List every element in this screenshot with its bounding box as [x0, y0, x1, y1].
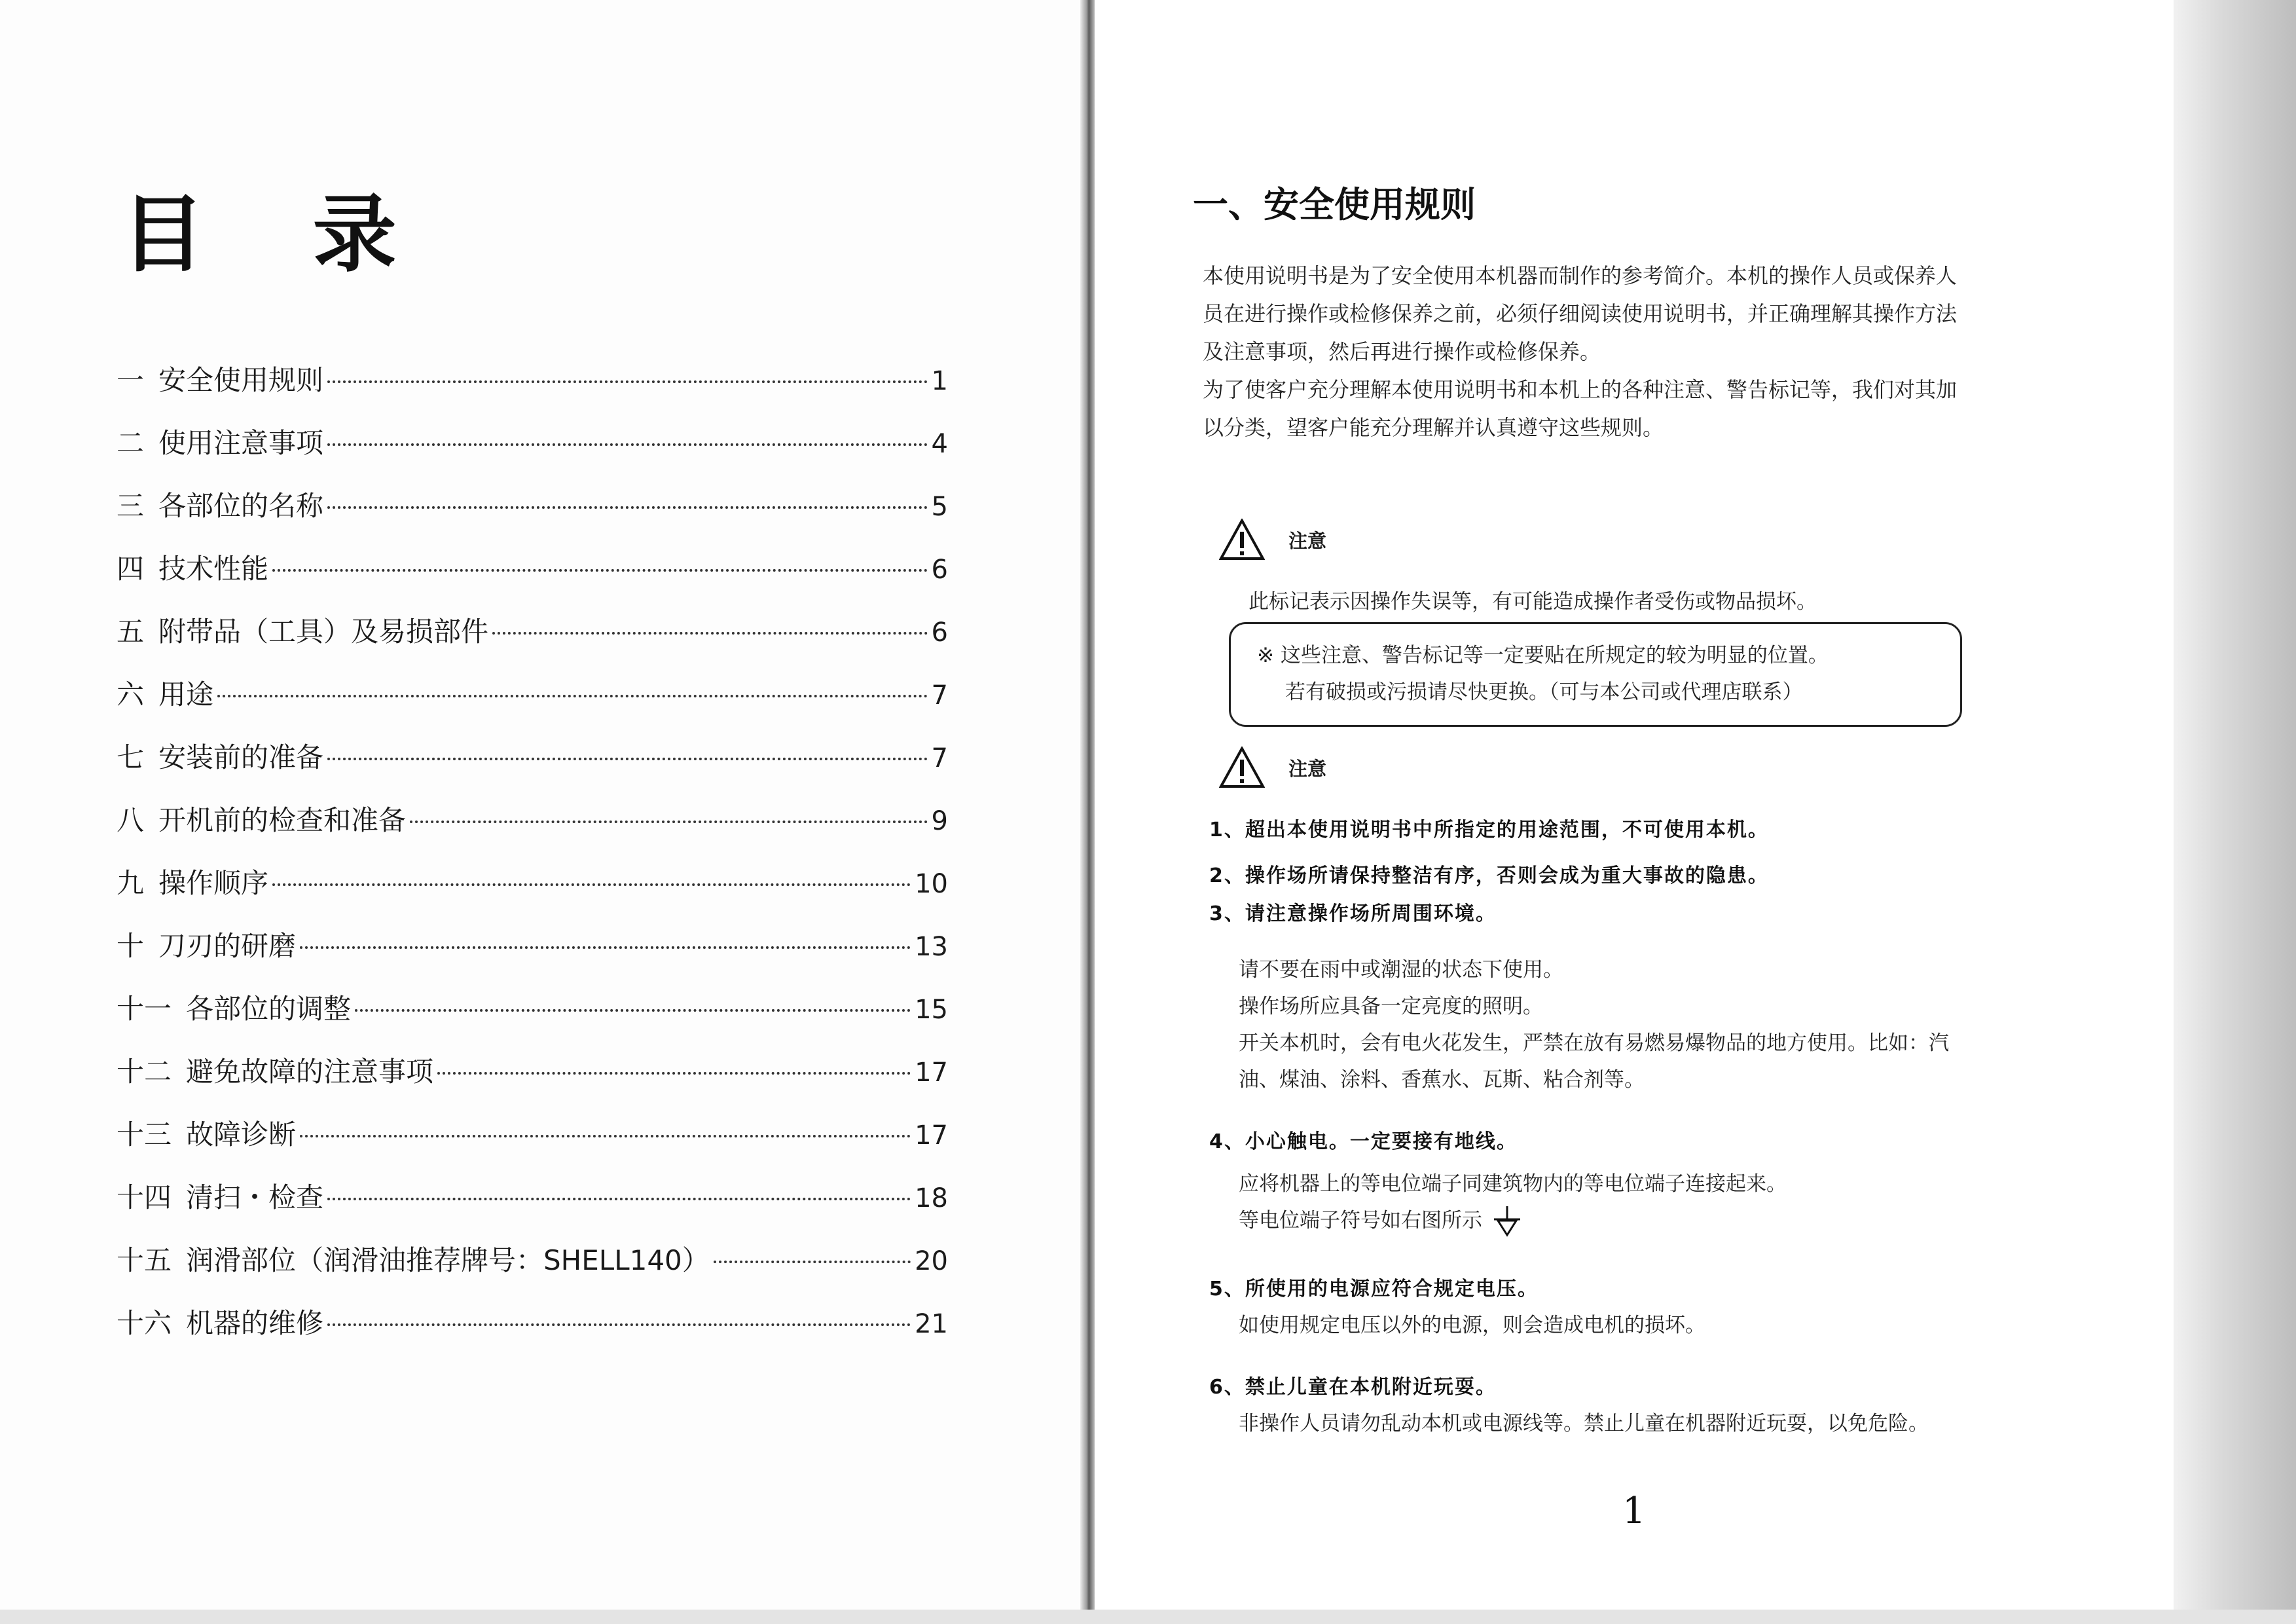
- rule-heading: 1、超出本使用说明书中所指定的用途范围，不可使用本机。: [1209, 819, 1769, 841]
- warning-triangle-icon: [1219, 747, 1265, 788]
- toc-entry-page: 20: [915, 1246, 948, 1276]
- toc-entry-label: 技术性能: [158, 553, 269, 585]
- toc-entry[interactable]: [117, 862, 948, 925]
- toc-entry[interactable]: [117, 485, 948, 547]
- toc-entry-label: 各部位的调整: [186, 993, 352, 1025]
- book-spine: [1080, 0, 1095, 1624]
- caution-label: 注意: [1288, 757, 1327, 780]
- toc-entry-page: 10: [915, 869, 948, 899]
- toc-leader-dots: [355, 1009, 911, 1012]
- toc-entry-label: 各部位的名称: [158, 490, 324, 522]
- toc-entry-number: 十六: [117, 1307, 172, 1339]
- intro-line: 及注意事项，然后再进行操作或检修保养。: [1203, 339, 1601, 364]
- toc-leader-dots: [492, 632, 928, 635]
- rule-heading: 5、所使用的电源应符合规定电压。: [1209, 1278, 1539, 1301]
- notice-line: ※ 这些注意、警告标记等一定要贴在所规定的较为明显的位置。: [1257, 644, 1829, 667]
- rule-details: [1239, 951, 2103, 1098]
- toc-entry-label: 刀刃的研磨: [158, 930, 297, 962]
- toc-entry-label: 用途: [158, 678, 214, 710]
- toc-entry-page: 6: [931, 618, 948, 648]
- toc-entry-number: 四: [117, 553, 145, 585]
- rule-details: [1239, 1166, 2103, 1239]
- toc-entry-number: 二: [117, 427, 145, 459]
- toc-entry[interactable]: [117, 359, 948, 422]
- rule-detail-line: 油、煤油、涂料、香蕉水、瓦斯、粘合剂等。: [1239, 1068, 1645, 1092]
- toc-title: 目 录: [121, 185, 436, 284]
- toc-entry-page: 15: [915, 995, 948, 1025]
- rule-detail-line: 开关本机时，会有电火花发生，严禁在放有易燃易爆物品的地方使用。比如：汽: [1239, 1031, 1949, 1055]
- toc-entry-page: 6: [931, 555, 948, 585]
- warning-triangle-icon: [1219, 519, 1265, 561]
- rule-heading: 3、请注意操作场所周围环境。: [1209, 902, 1497, 925]
- toc-entry-page: 1: [931, 366, 948, 396]
- toc-leader-dots: [327, 506, 928, 509]
- rule-details: [1239, 1405, 2103, 1442]
- rule-detail-line: 请不要在雨中或潮湿的状态下使用。: [1239, 958, 1563, 982]
- toc-leader-dots: [327, 443, 928, 446]
- toc-entry[interactable]: [117, 736, 948, 799]
- toc-entry-number: 十五: [117, 1244, 172, 1276]
- toc-entry-number: 七: [117, 741, 145, 773]
- toc-entry-label: 操作顺序: [158, 867, 269, 899]
- toc-entry-number: 十三: [117, 1118, 172, 1151]
- toc-entry-page: 17: [915, 1120, 948, 1151]
- toc-entry-label: 润滑部位（润滑油推荐牌号：SHELL140）: [186, 1244, 710, 1276]
- toc-entry[interactable]: [117, 547, 948, 610]
- toc-entry[interactable]: [117, 987, 948, 1050]
- toc-entry-number: 六: [117, 678, 145, 710]
- toc-leader-dots: [327, 1323, 911, 1326]
- rule-detail-line: 操作场所应具备一定亮度的照明。: [1239, 995, 1543, 1018]
- toc-entry[interactable]: [117, 925, 948, 987]
- toc-leader-dots: [272, 883, 911, 886]
- toc-entry-label: 附带品（工具）及易损部件: [158, 616, 489, 648]
- toc-leader-dots: [217, 695, 928, 697]
- toc-entry-number: 十一: [117, 993, 172, 1025]
- intro-line: 以分类，望客户能充分理解并认真遵守这些规则。: [1203, 415, 1664, 440]
- toc-entry[interactable]: [117, 673, 948, 736]
- toc-entry-page: 13: [915, 932, 948, 962]
- toc-entry-label: 故障诊断: [186, 1118, 297, 1151]
- toc-entry-number: 十二: [117, 1056, 172, 1088]
- toc-entry[interactable]: [117, 1113, 948, 1176]
- toc-entry-label: 使用注意事项: [158, 427, 324, 459]
- toc-entry[interactable]: [117, 610, 948, 673]
- toc-leader-dots: [327, 1198, 911, 1200]
- toc-leader-dots: [437, 1072, 911, 1075]
- rule-detail-line: 应将机器上的等电位端子同建筑物内的等电位端子连接起来。: [1239, 1172, 1787, 1196]
- toc-entry-number: 一: [117, 364, 145, 396]
- intro-paragraph: [1203, 257, 2106, 447]
- rule-detail-line: [1239, 1202, 2103, 1239]
- caution-heading: [1219, 747, 1326, 788]
- toc-entry-page: 18: [915, 1183, 948, 1213]
- toc-entry-number: 十四: [117, 1181, 172, 1213]
- toc-entry[interactable]: [117, 1239, 948, 1302]
- toc-entry-label: 机器的维修: [186, 1307, 324, 1339]
- rule-heading: 2、操作场所请保持整洁有序，否则会成为重大事故的隐患。: [1209, 864, 1769, 887]
- intro-line: 本使用说明书是为了安全使用本机器而制作的参考简介。本机的操作人员或保养人: [1203, 263, 1958, 288]
- toc-entry-page: 7: [931, 680, 948, 710]
- toc-entry-number: 八: [117, 804, 145, 836]
- intro-line: 为了使客户充分理解本使用说明书和本机上的各种注意、警告标记等，我们对其加: [1203, 377, 1958, 402]
- rule-detail-line: 非操作人员请勿乱动本机或电源线等。禁止儿童在机器附近玩耍，以免危险。: [1239, 1412, 1929, 1435]
- section-title: 一、安全使用规则: [1193, 184, 1476, 225]
- rule-heading: 4、小心触电。一定要接有地线。: [1209, 1130, 1518, 1153]
- toc-leader-dots: [300, 1135, 911, 1137]
- toc-entry-page: 21: [915, 1309, 948, 1339]
- rule-heading: 6、禁止儿童在本机附近玩耍。: [1209, 1376, 1497, 1399]
- page-edge-shadow: [2174, 0, 2296, 1624]
- caution-label: 注意: [1288, 529, 1327, 552]
- rule-details: [1239, 1307, 2103, 1344]
- toc-entry-page: 5: [931, 492, 948, 522]
- toc-entry-label: 避免故障的注意事项: [186, 1056, 434, 1088]
- caution-heading: [1219, 519, 1326, 561]
- toc-entry-number: 三: [117, 490, 145, 522]
- toc-list: [117, 359, 948, 1365]
- toc-entry[interactable]: [117, 1302, 948, 1365]
- toc-entry-label: 安全使用规则: [158, 364, 324, 396]
- toc-leader-dots: [410, 821, 928, 823]
- toc-entry-page: 4: [931, 429, 948, 459]
- toc-leader-dots: [714, 1261, 911, 1263]
- toc-leader-dots: [327, 758, 928, 760]
- page-number: 1: [1622, 1490, 1646, 1532]
- intro-line: 员在进行操作或检修保养之前，必须仔细阅读使用说明书，并正确理解其操作方法: [1203, 301, 1958, 326]
- toc-entry-number: 九: [117, 867, 145, 899]
- toc-entry-page: 7: [931, 743, 948, 773]
- toc-leader-dots: [272, 569, 928, 572]
- toc-leader-dots: [327, 380, 928, 383]
- notice-box: [1229, 622, 1962, 727]
- rule-detail-line: 如使用规定电压以外的电源，则会造成电机的损坏。: [1239, 1314, 1705, 1337]
- toc-leader-dots: [300, 946, 911, 949]
- rule-detail-text: 等电位端子符号如右图所示: [1239, 1209, 1482, 1232]
- toc-entry-page: 17: [915, 1058, 948, 1088]
- toc-entry-number: 十: [117, 930, 145, 962]
- toc-entry[interactable]: [117, 1176, 948, 1239]
- toc-entry[interactable]: [117, 1050, 948, 1113]
- equipotential-ground-icon: [1491, 1205, 1523, 1239]
- toc-entry-page: 9: [931, 806, 948, 836]
- safety-rules-page: [1095, 0, 2181, 1624]
- toc-entry-number: 五: [117, 616, 145, 648]
- toc-entry[interactable]: [117, 422, 948, 485]
- notice-line: 若有破损或污损请尽快更换。（可与本公司或代理店联系）: [1285, 680, 1803, 704]
- toc-entry-label: 清扫・检查: [186, 1181, 324, 1213]
- caution-description: 此标记表示因操作失误等，有可能造成操作者受伤或物品损坏。: [1248, 590, 1817, 614]
- toc-entry-label: 安装前的准备: [158, 741, 324, 773]
- toc-entry-label: 开机前的检查和准备: [158, 804, 407, 836]
- toc-entry[interactable]: [117, 799, 948, 862]
